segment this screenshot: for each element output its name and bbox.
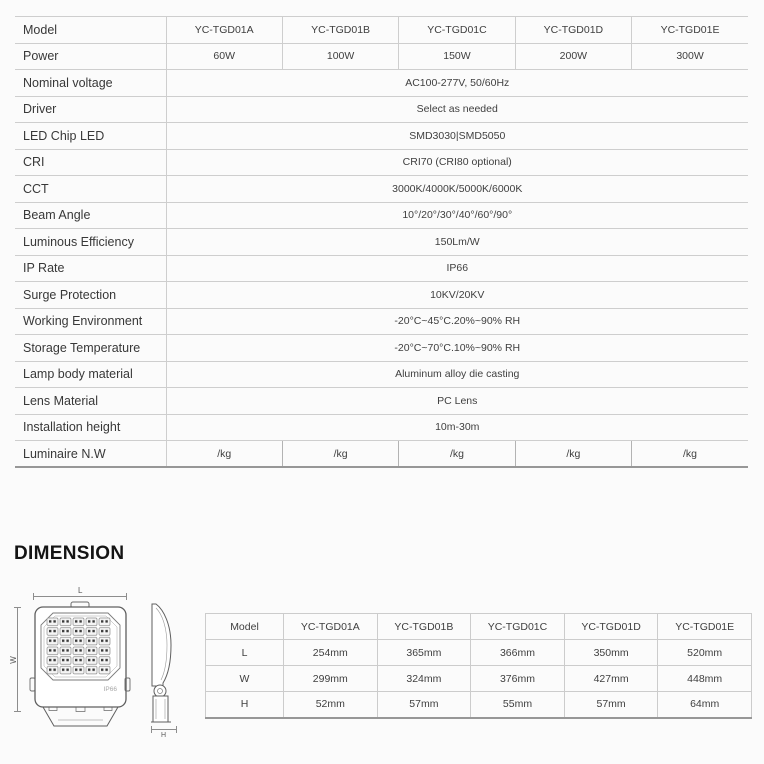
spec-label: Driver: [15, 96, 166, 123]
spec-label: Surge Protection: [15, 282, 166, 309]
floodlight-side-view: [148, 601, 182, 727]
spec-label: Power: [15, 43, 166, 70]
dim-label-w: W: [8, 656, 18, 664]
dimension-row-w: [206, 666, 752, 692]
dimension-row-h: [206, 692, 752, 718]
dim-tick: [151, 726, 152, 733]
spec-row-driver: [15, 96, 748, 123]
spec-label: Installation height: [15, 414, 166, 441]
spec-label: CRI: [15, 149, 166, 176]
spec-cell: YC-TGD01C: [399, 17, 515, 44]
spec-row-lamp-body-material: [15, 361, 748, 388]
spec-table: [15, 16, 748, 468]
dim-cell: 366mm: [471, 640, 565, 666]
floodlight-front-view: [29, 600, 131, 730]
spec-cell: 150W: [399, 43, 515, 70]
spec-label: Working Environment: [15, 308, 166, 335]
dim-cell: 520mm: [658, 640, 752, 666]
spec-cell: 100W: [282, 43, 398, 70]
l-dimension-line: [33, 596, 127, 597]
spec-row-installation-height: [15, 414, 748, 441]
spec-label: CCT: [15, 176, 166, 203]
spec-value: SMD3030|SMD5050: [166, 123, 748, 150]
dim-row-label: H: [206, 692, 284, 718]
spec-label: Luminaire N.W: [15, 441, 166, 468]
spec-row-beam-angle: [15, 202, 748, 229]
spec-cell: /kg: [515, 441, 631, 468]
dim-header-cell: YC-TGD01C: [471, 614, 565, 640]
spec-value: 10°/20°/30°/40°/60°/90°: [166, 202, 748, 229]
spec-label: IP Rate: [15, 255, 166, 282]
spec-cell: YC-TGD01E: [632, 17, 748, 44]
spec-cell: /kg: [166, 441, 282, 468]
spec-label: LED Chip LED: [15, 123, 166, 150]
spec-row-cct: [15, 176, 748, 203]
dim-header-cell: YC-TGD01B: [377, 614, 471, 640]
spec-value: 10KV/20KV: [166, 282, 748, 309]
dim-header-cell: YC-TGD01D: [564, 614, 658, 640]
dimension-table: [205, 613, 752, 719]
dim-tick: [176, 726, 177, 733]
led-array: [46, 617, 111, 675]
dim-cell: 55mm: [471, 692, 565, 718]
spec-row-luminaire-nw: [15, 441, 748, 468]
spec-value: Aluminum alloy die casting: [166, 361, 748, 388]
dim-cell: 365mm: [377, 640, 471, 666]
spec-row-led-chip: [15, 123, 748, 150]
spec-row-storage-temperature: [15, 335, 748, 362]
dim-tick: [14, 607, 21, 608]
dim-header-cell: YC-TGD01A: [284, 614, 378, 640]
spec-cell: 60W: [166, 43, 282, 70]
dim-cell: 57mm: [564, 692, 658, 718]
spec-value: Select as needed: [166, 96, 748, 123]
spec-cell: YC-TGD01B: [282, 17, 398, 44]
dim-cell: 254mm: [284, 640, 378, 666]
dim-cell: 350mm: [564, 640, 658, 666]
dim-row-label: W: [206, 666, 284, 692]
spec-value: 150Lm/W: [166, 229, 748, 256]
spec-row-ip-rate: [15, 255, 748, 282]
spec-cell: 200W: [515, 43, 631, 70]
dim-tick: [14, 711, 21, 712]
dim-label-h: H: [161, 732, 167, 739]
spec-value: AC100-277V, 50/60Hz: [166, 70, 748, 97]
spec-label: Nominal voltage: [15, 70, 166, 97]
spec-value: -20°C~45°C.20%~90% RH: [166, 308, 748, 335]
dim-cell: 376mm: [471, 666, 565, 692]
dim-label-l: L: [78, 586, 83, 595]
spec-cell: YC-TGD01A: [166, 17, 282, 44]
dim-cell: 52mm: [284, 692, 378, 718]
dimension-header-row: [206, 614, 752, 640]
dim-cell: 57mm: [377, 692, 471, 718]
spec-row-model: [15, 17, 748, 44]
spec-row-power: [15, 43, 748, 70]
spec-row-working-environment: [15, 308, 748, 335]
page-title: DIMENSION: [14, 543, 125, 564]
spec-value: 3000K/4000K/5000K/6000K: [166, 176, 748, 203]
spec-row-surge-protection: [15, 282, 748, 309]
spec-label: Lens Material: [15, 388, 166, 415]
spec-value: CRI70 (CRI80 optional): [166, 149, 748, 176]
h-dimension-line: [151, 729, 177, 730]
spec-value: IP66: [166, 255, 748, 282]
spec-label: Beam Angle: [15, 202, 166, 229]
dim-tick: [126, 593, 127, 600]
spec-cell: YC-TGD01D: [515, 17, 631, 44]
spec-cell: 300W: [632, 43, 748, 70]
dim-cell: 448mm: [658, 666, 752, 692]
spec-row-nominal-voltage: [15, 70, 748, 97]
spec-label: Lamp body material: [15, 361, 166, 388]
spec-value: -20°C~70°C.10%~90% RH: [166, 335, 748, 362]
dim-cell: 324mm: [377, 666, 471, 692]
spec-row-cri: [15, 149, 748, 176]
dim-cell: 64mm: [658, 692, 752, 718]
spec-cell: /kg: [632, 441, 748, 468]
spec-label: Model: [15, 17, 166, 44]
spec-row-luminous-efficiency: [15, 229, 748, 256]
ip66-marking: IP66: [103, 686, 117, 693]
spec-value: 10m-30m: [166, 414, 748, 441]
dim-header-cell: YC-TGD01E: [658, 614, 752, 640]
spec-cell: /kg: [282, 441, 398, 468]
dim-tick: [33, 593, 34, 600]
spec-label: Storage Temperature: [15, 335, 166, 362]
dim-cell: 299mm: [284, 666, 378, 692]
spec-value: PC Lens: [166, 388, 748, 415]
spec-label: Luminous Efficiency: [15, 229, 166, 256]
dimension-row-l: [206, 640, 752, 666]
dim-row-label: L: [206, 640, 284, 666]
spec-row-lens-material: [15, 388, 748, 415]
dim-cell: 427mm: [564, 666, 658, 692]
dim-header-cell: Model: [206, 614, 284, 640]
spec-cell: /kg: [399, 441, 515, 468]
